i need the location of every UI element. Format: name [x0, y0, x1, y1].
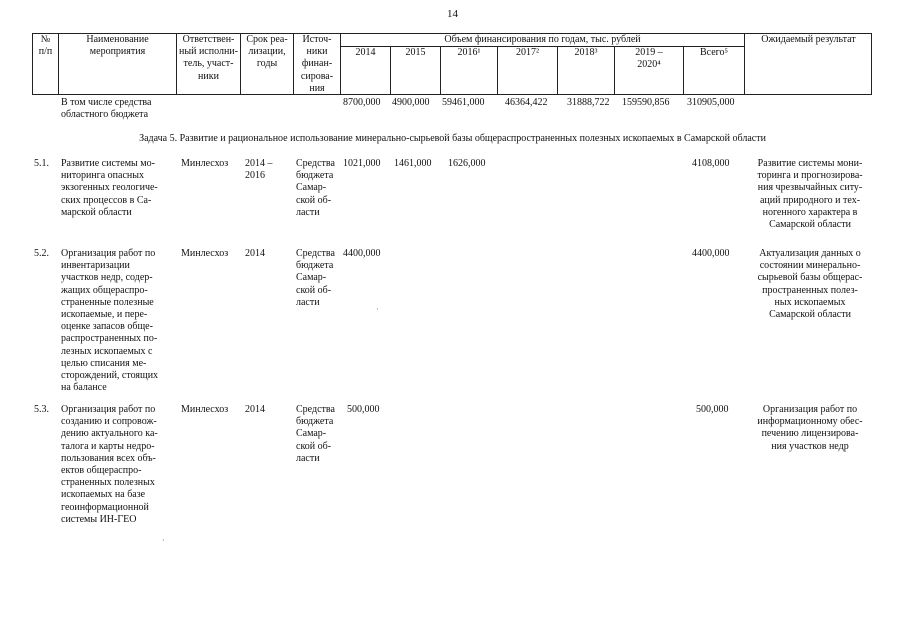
- row-term: 2014: [245, 248, 265, 259]
- row-total: 4108,000: [692, 158, 730, 169]
- row-value-2014: 1021,000: [343, 158, 381, 169]
- row-value-2015: 1461,000: [394, 158, 432, 169]
- header-year: 2017²: [516, 47, 539, 58]
- header-term: Срок реа- лизации, годы: [246, 34, 288, 70]
- row-value-2016: 1626,000: [448, 158, 486, 169]
- row-value-2014: 4400,000: [343, 248, 381, 259]
- row-source: Средства бюджета Самар- ской об- ласти: [296, 404, 335, 464]
- header-year: 2016¹: [457, 47, 481, 58]
- row-term: 2014 – 2016: [245, 158, 273, 182]
- row-source: Средства бюджета Самар- ской об- ласти: [296, 158, 335, 218]
- header-num: № п/п: [38, 34, 53, 58]
- row-num: 5.1.: [34, 158, 49, 169]
- header-name: Наименование мероприятия: [86, 34, 149, 58]
- row-term: 2014: [245, 404, 265, 415]
- budget-value: 59461,000: [442, 97, 485, 108]
- budget-value: 46364,422: [505, 97, 548, 108]
- header-year: 2014: [355, 47, 376, 58]
- row-name: Организация работ по созданию и сопровож- дению актуального ка- талога и карты недро- пользования всех объ- ектов общераспро- страненных полезных ископаемых на базе геоинформационной системы ИН-ГЕО: [61, 404, 158, 525]
- header-result: Ожидаемый результат: [761, 34, 856, 45]
- row-total: 4400,000: [692, 248, 730, 259]
- budget-value: 310905,000: [687, 97, 735, 108]
- header-responsible: Ответствен- ный исполни- тель, участ- ники: [179, 34, 238, 82]
- row-total: 500,000: [696, 404, 729, 415]
- row-value-2014: 500,000: [347, 404, 380, 415]
- row-name: Развитие системы мо- ниторинга опасных экзогенных геологиче- ских процессов в Са- марской области: [61, 158, 158, 218]
- header-source: Источ- ники финан- сирова- ния: [300, 34, 334, 94]
- budget-value: 159590,856: [622, 97, 670, 108]
- scan-speck: ·: [162, 536, 165, 545]
- header-year: Всего⁵: [699, 47, 728, 58]
- task-title: Задача 5. Развитие и рациональное использование минерально-сырьевой базы общераспространенных полезных ископаемых в Самарской области: [139, 133, 766, 144]
- row-num: 5.3.: [34, 404, 49, 415]
- row-name: Организация работ по инвентаризации участков недр, содер- жащих общераспро- страненные полезные ископаемые, и пере- оценке запасов обще- распространенных по- лезных ископаемых с целью списания ме- сторождений, стоящих на балансе: [61, 248, 159, 394]
- budget-value: 8700,000: [343, 97, 381, 108]
- row-num: 5.2.: [34, 248, 49, 259]
- row-result: Развитие системы мони- торинга и прогнозирова- ния чрезвычайных ситу- аций природного и тех- ногенного характера в Самарской области: [757, 158, 863, 231]
- header-year: 2015: [405, 47, 426, 58]
- row-result: Актуализация данных о состоянии минерально- сырьевой базы общерас- пространенных полез- ных ископаемых Самарской области: [757, 248, 863, 321]
- row-responsible: Минлесхоз: [181, 248, 229, 259]
- scan-speck: ·: [376, 305, 379, 314]
- page-number: 14: [447, 8, 458, 20]
- budget-value: 4900,000: [392, 97, 430, 108]
- row-source: Средства бюджета Самар- ской об- ласти: [296, 248, 335, 308]
- budget-row-label: В том числе средства областного бюджета: [61, 97, 152, 121]
- header-year: 2019 – 2020⁴: [635, 47, 663, 71]
- header-financing: Объем финансирования по годам, тыс. рублей: [444, 34, 641, 45]
- row-result: Организация работ по информационному обес- печению лицензирова- ния участков недр: [757, 404, 863, 452]
- row-responsible: Минлесхоз: [181, 158, 229, 169]
- budget-value: 31888,722: [567, 97, 610, 108]
- row-responsible: Минлесхоз: [181, 404, 229, 415]
- header-year: 2018³: [574, 47, 598, 58]
